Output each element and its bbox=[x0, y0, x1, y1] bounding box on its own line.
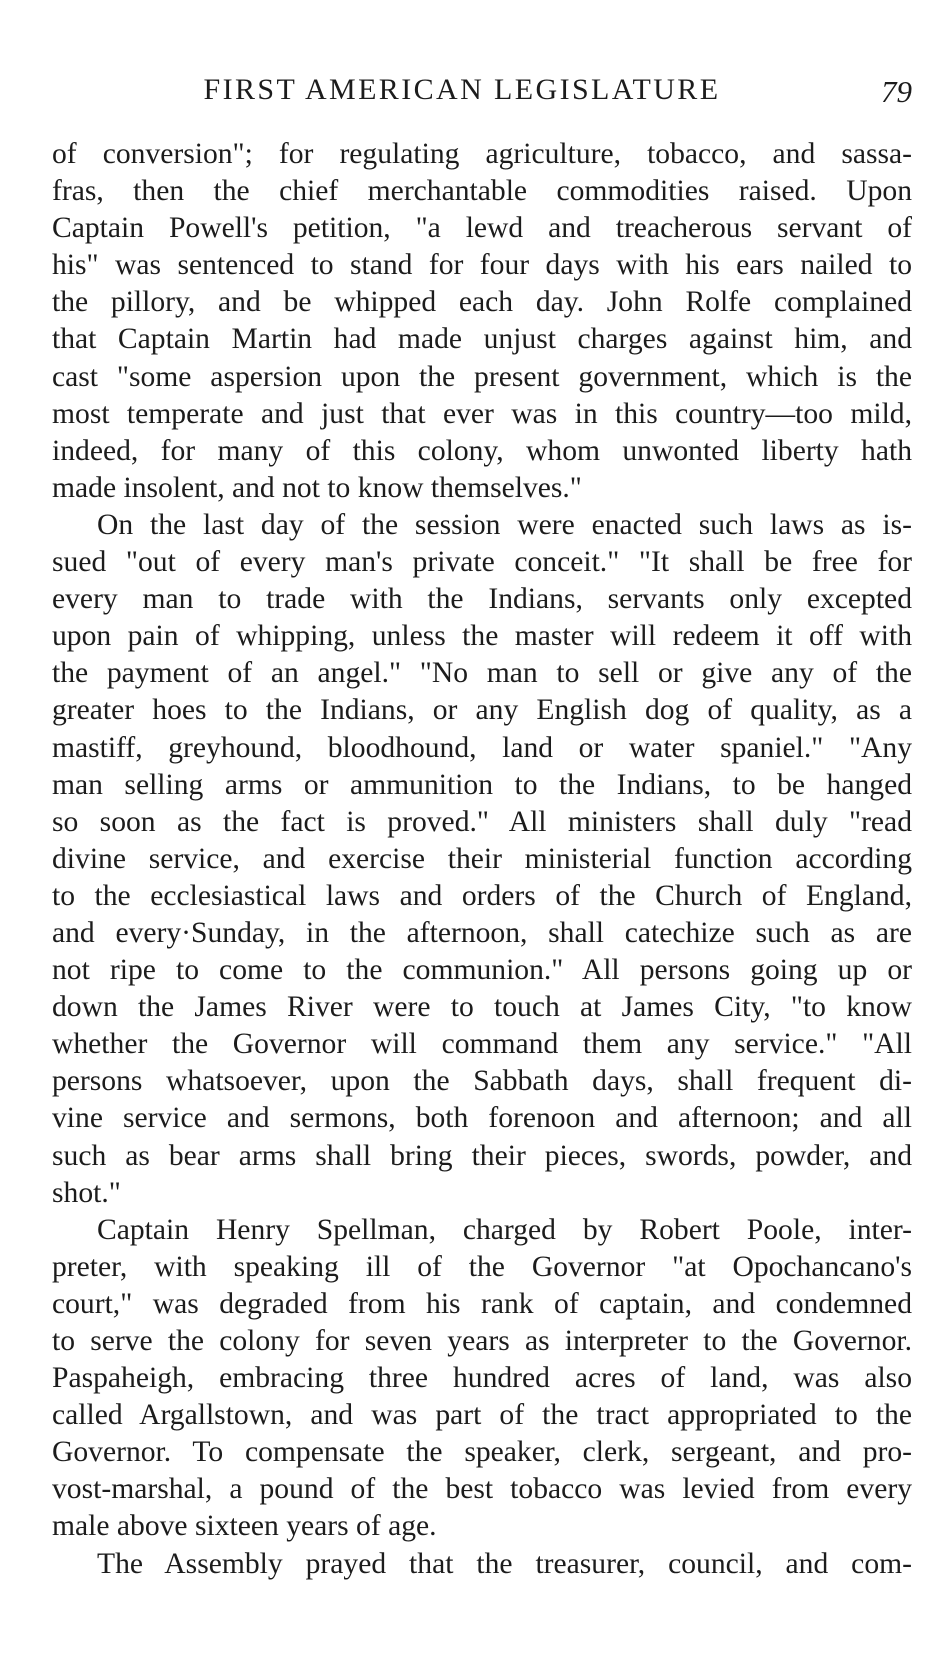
text-line: mastiff, greyhound, bloodhound, land or water spaniel." "Any bbox=[52, 731, 912, 764]
text-line: court," was degraded from his rank of captain, and condemned bbox=[52, 1287, 912, 1320]
text-line: most temperate and just that ever was in this country—too mild, bbox=[52, 397, 912, 430]
text-line: every man to trade with the Indians, servants only excepted bbox=[52, 583, 912, 616]
text-line: to the ecclesiastical laws and orders of the Church of England, bbox=[52, 879, 912, 912]
text-line: made insolent, and not to know themselves." bbox=[52, 471, 582, 504]
text-line: the pillory, and be whipped each day. John Rolfe complained bbox=[52, 286, 912, 319]
body-text bbox=[52, 136, 912, 1583]
text-line: not ripe to come to the communion." All persons going up or bbox=[52, 954, 912, 987]
page-header bbox=[52, 70, 912, 110]
text-line: down the James River were to touch at James City, "to know bbox=[52, 991, 912, 1024]
text-line: Captain Powell's petition, "a lewd and treacherous servant of bbox=[52, 212, 912, 245]
text-line: preter, with speaking ill of the Governor "at Opochancano's bbox=[52, 1250, 912, 1283]
text-line: vost-marshal, a pound of the best tobacco was levied from every bbox=[52, 1473, 912, 1506]
text-line: that Captain Martin had made unjust charges against him, and bbox=[52, 323, 912, 356]
text-line: divine service, and exercise their ministerial function according bbox=[52, 842, 912, 875]
text-line: male above sixteen years of age. bbox=[52, 1510, 437, 1543]
text-line: such as bear arms shall bring their pieces, swords, powder, and bbox=[52, 1139, 912, 1172]
text-line: The Assembly prayed that the treasurer, council, and com- bbox=[97, 1547, 912, 1580]
text-line: and every·Sunday, in the afternoon, shall catechize such as are bbox=[52, 916, 912, 949]
text-line: indeed, for many of this colony, whom unwonted liberty hath bbox=[52, 434, 912, 467]
text-line: On the last day of the session were enacted such laws as is- bbox=[97, 508, 912, 541]
text-line: man selling arms or ammunition to the Indians, to be hanged bbox=[52, 768, 912, 801]
text-line: fras, then the chief merchantable commodities raised. Upon bbox=[52, 175, 912, 208]
text-line: vine service and sermons, both forenoon and afternoon; and all bbox=[52, 1102, 912, 1135]
text-line: whether the Governor will command them any service." "All bbox=[52, 1028, 912, 1061]
text-line: his" was sentenced to stand for four days with his ears nailed to bbox=[52, 249, 912, 282]
text-line: cast "some aspersion upon the present government, which is the bbox=[52, 360, 912, 393]
text-line: upon pain of whipping, unless the master will redeem it off with bbox=[52, 620, 912, 653]
text-line: sued "out of every man's private conceit." "It shall be free for bbox=[52, 546, 912, 579]
text-line: Paspaheigh, embracing three hundred acres of land, was also bbox=[52, 1362, 912, 1395]
text-line: Captain Henry Spellman, charged by Robert Poole, inter- bbox=[97, 1213, 912, 1246]
text-line: persons whatsoever, upon the Sabbath days, shall frequent di- bbox=[52, 1065, 912, 1098]
text-line: so soon as the fact is proved." All ministers shall duly "read bbox=[52, 805, 912, 838]
text-line: the payment of an angel." "No man to sell or give any of the bbox=[52, 657, 912, 690]
running-head: FIRST AMERICAN LEGISLATURE bbox=[203, 73, 721, 106]
page-number: 79 bbox=[881, 74, 912, 109]
text-line: to serve the colony for seven years as interpreter to the Governor. bbox=[52, 1325, 912, 1357]
text-line: shot." bbox=[52, 1176, 121, 1209]
text-line: Governor. To compensate the speaker, clerk, sergeant, and pro- bbox=[52, 1436, 912, 1469]
text-line: greater hoes to the Indians, or any English dog of quality, as a bbox=[52, 694, 912, 727]
text-line: of conversion"; for regulating agriculture, tobacco, and sassa- bbox=[52, 138, 912, 170]
text-line: called Argallstown, and was part of the tract appropriated to the bbox=[52, 1399, 912, 1432]
